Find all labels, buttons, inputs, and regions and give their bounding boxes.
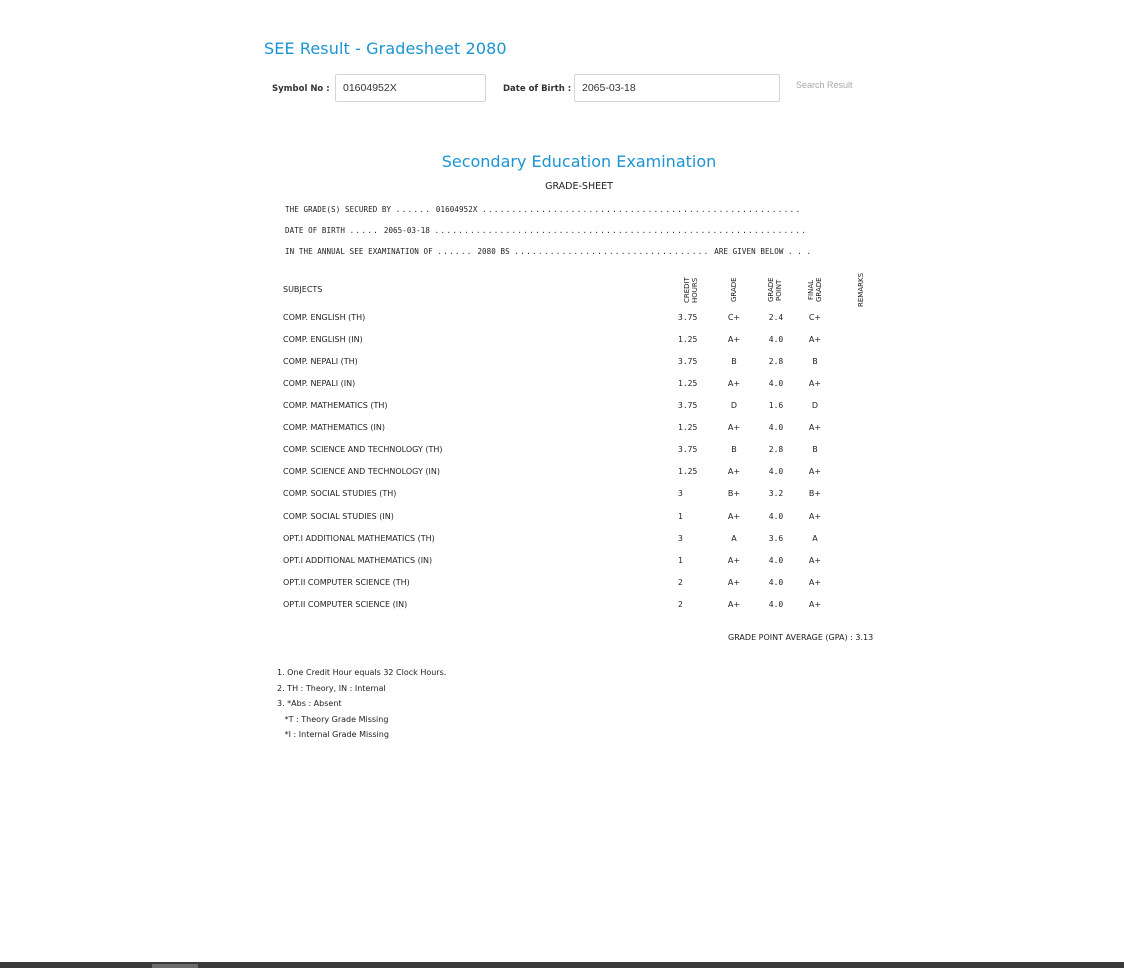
- table-row: [0, 512, 1124, 526]
- final-grade-cell: B: [812, 357, 818, 366]
- credit-hours-cell: 3.75: [678, 445, 698, 454]
- exam-line-prefix: IN THE ANNUAL SEE EXAMINATION OF: [285, 247, 438, 256]
- subject-cell: COMP. SCIENCE AND TECHNOLOGY (IN): [283, 467, 440, 476]
- bottom-taskbar: [0, 962, 1124, 968]
- dob-line: DATE OF BIRTH ..... 2065-03-18 ...............................................................: [285, 226, 808, 235]
- footnote-item: *I : Internal Grade Missing: [277, 730, 389, 740]
- grade-point-cell: 1.6: [768, 401, 784, 410]
- search-form: [0, 74, 1124, 104]
- sheet-subheading: GRADE-SHEET: [545, 181, 613, 192]
- subject-cell: COMP. MATHEMATICS (TH): [283, 401, 388, 410]
- final-grade-cell: C+: [808, 313, 822, 322]
- subject-cell: COMP. ENGLISH (TH): [283, 313, 366, 322]
- grade-point-cell: 4.0: [768, 423, 784, 432]
- final-grade-cell: A+: [808, 379, 822, 388]
- subject-cell: COMP. SCIENCE AND TECHNOLOGY (TH): [283, 445, 443, 454]
- grade-cell: D: [730, 401, 738, 410]
- final-grade-cell: D: [811, 401, 819, 410]
- credit-hours-cell: 3: [678, 489, 683, 498]
- grade-cell: B: [731, 445, 737, 454]
- footnote-item: 2. TH : Theory, IN : Internal: [277, 683, 386, 693]
- table-row: [0, 445, 1124, 459]
- credit-hours-cell: 1: [678, 556, 683, 565]
- grade-point-cell: 4.0: [768, 335, 784, 344]
- final-grade-cell: A+: [808, 467, 822, 476]
- final-grade-cell: A+: [808, 600, 822, 609]
- dob-label: Date of Birth :: [503, 84, 572, 94]
- final-grade-cell: A: [812, 534, 818, 543]
- symbol-no-label: Symbol No :: [272, 84, 330, 94]
- table-row: [0, 313, 1124, 327]
- grade-cell: A+: [727, 379, 741, 388]
- footnote-item: 1. One Credit Hour equals 32 Clock Hours.: [277, 668, 447, 677]
- table-row: [0, 379, 1124, 393]
- grade-point-cell: 3.2: [768, 489, 784, 498]
- table-row: [0, 600, 1124, 614]
- grade-cell: A+: [727, 335, 741, 344]
- footnote-item: *T : Theory Grade Missing: [277, 714, 389, 724]
- credit-hours-cell: 1.25: [678, 379, 698, 388]
- table-row: [0, 335, 1124, 349]
- credit-hours-cell: 1: [678, 512, 683, 521]
- table-row: [0, 556, 1124, 570]
- grade-cell: A+: [727, 556, 741, 565]
- grade-cell: A+: [727, 512, 741, 521]
- credit-hours-cell: 1.25: [678, 423, 698, 432]
- secured-by-line: THE GRADE(S) SECURED BY ...... 01604952X ......................................................: [285, 205, 802, 214]
- dob-line-value: 2065-03-18: [383, 226, 430, 235]
- subject-cell: COMP. SOCIAL STUDIES (TH): [283, 489, 397, 498]
- final-grade-cell: A+: [808, 335, 822, 344]
- credit-hours-cell: 2: [678, 600, 683, 609]
- credit-hours-header: CREDIT HOURS: [683, 277, 699, 303]
- grade-cell: B: [731, 357, 737, 366]
- table-row: [0, 578, 1124, 592]
- grade-point-cell: 2.8: [768, 445, 784, 454]
- grade-cell: B+: [727, 489, 741, 498]
- credit-hours-cell: 2: [678, 578, 683, 587]
- exam-line: IN THE ANNUAL SEE EXAMINATION OF ...... 2080 BS ................................. ARE GIVEN BELOW . . .: [285, 247, 812, 256]
- final-grade-cell: A+: [808, 423, 822, 432]
- table-row: [0, 489, 1124, 503]
- credit-hours-cell: 3.75: [678, 401, 698, 410]
- final-grade-cell: B+: [808, 489, 822, 498]
- grade-header: GRADE: [730, 277, 738, 303]
- grade-point-header: GRADE POINT: [767, 277, 783, 303]
- sheet-heading: Secondary Education Examination: [441, 152, 717, 171]
- final-grade-cell: A+: [808, 512, 822, 521]
- taskbar-tab[interactable]: [152, 964, 198, 968]
- table-row: [0, 467, 1124, 481]
- dob-input[interactable]: [574, 74, 780, 102]
- footnote-item: 3. *Abs : Absent: [277, 699, 342, 709]
- dob-line-prefix: DATE OF BIRTH: [285, 226, 350, 235]
- exam-line-suffix: ARE GIVEN BELOW . . .: [709, 247, 812, 256]
- grade-cell: A+: [727, 423, 741, 432]
- grade-cell: A+: [727, 467, 741, 476]
- subject-cell: COMP. NEPALI (TH): [283, 357, 358, 366]
- grade-cell: A+: [727, 578, 741, 587]
- credit-hours-cell: 3.75: [678, 313, 698, 322]
- final-grade-header: FINAL GRADE: [807, 277, 823, 303]
- subject-cell: COMP. MATHEMATICS (IN): [283, 423, 385, 432]
- remarks-header: REMARKS: [857, 273, 865, 308]
- grade-cell: C+: [727, 313, 741, 322]
- subject-cell: OPT.I ADDITIONAL MATHEMATICS (IN): [283, 556, 433, 565]
- subject-cell: COMP. SOCIAL STUDIES (IN): [283, 512, 394, 521]
- grade-cell: A+: [727, 600, 741, 609]
- credit-hours-cell: 3: [678, 534, 683, 543]
- subject-cell: COMP. ENGLISH (IN): [283, 335, 363, 344]
- grade-point-cell: 4.0: [768, 379, 784, 388]
- table-row: [0, 423, 1124, 437]
- credit-hours-cell: 3.75: [678, 357, 698, 366]
- credit-hours-cell: 1.25: [678, 335, 698, 344]
- subject-cell: COMP. NEPALI (IN): [283, 379, 356, 388]
- grade-point-cell: 2.4: [768, 313, 784, 322]
- grade-point-cell: 4.0: [768, 467, 784, 476]
- secured-by-value: 01604952X: [435, 205, 478, 214]
- grade-point-cell: 2.8: [768, 357, 784, 366]
- exam-line-value: 2080 BS: [477, 247, 510, 256]
- grade-point-cell: 4.0: [768, 556, 784, 565]
- subject-cell: OPT.I ADDITIONAL MATHEMATICS (TH): [283, 534, 435, 543]
- final-grade-cell: B: [812, 445, 818, 454]
- secured-by-prefix: THE GRADE(S) SECURED BY: [285, 205, 396, 214]
- footnotes: [277, 668, 446, 746]
- table-row: [0, 534, 1124, 548]
- subject-cell: OPT.II COMPUTER SCIENCE (TH): [283, 578, 410, 587]
- grade-point-cell: 4.0: [768, 512, 784, 521]
- credit-hours-cell: 1.25: [678, 467, 698, 476]
- symbol-no-input[interactable]: [335, 74, 486, 102]
- subjects-header: SUBJECTS: [283, 285, 323, 294]
- table-row: [0, 357, 1124, 371]
- final-grade-cell: A+: [808, 578, 822, 587]
- grade-point-cell: 4.0: [768, 578, 784, 587]
- page-title: SEE Result - Gradesheet 2080: [264, 39, 507, 58]
- grade-point-cell: 3.6: [768, 534, 784, 543]
- gpa-summary: GRADE POINT AVERAGE (GPA) : 3.13: [728, 633, 874, 642]
- search-result-button[interactable]: Search Result: [796, 80, 853, 90]
- table-row: [0, 401, 1124, 415]
- grade-cell: A: [731, 534, 737, 543]
- grade-point-cell: 4.0: [768, 600, 784, 609]
- final-grade-cell: A+: [808, 556, 822, 565]
- subject-cell: OPT.II COMPUTER SCIENCE (IN): [283, 600, 408, 609]
